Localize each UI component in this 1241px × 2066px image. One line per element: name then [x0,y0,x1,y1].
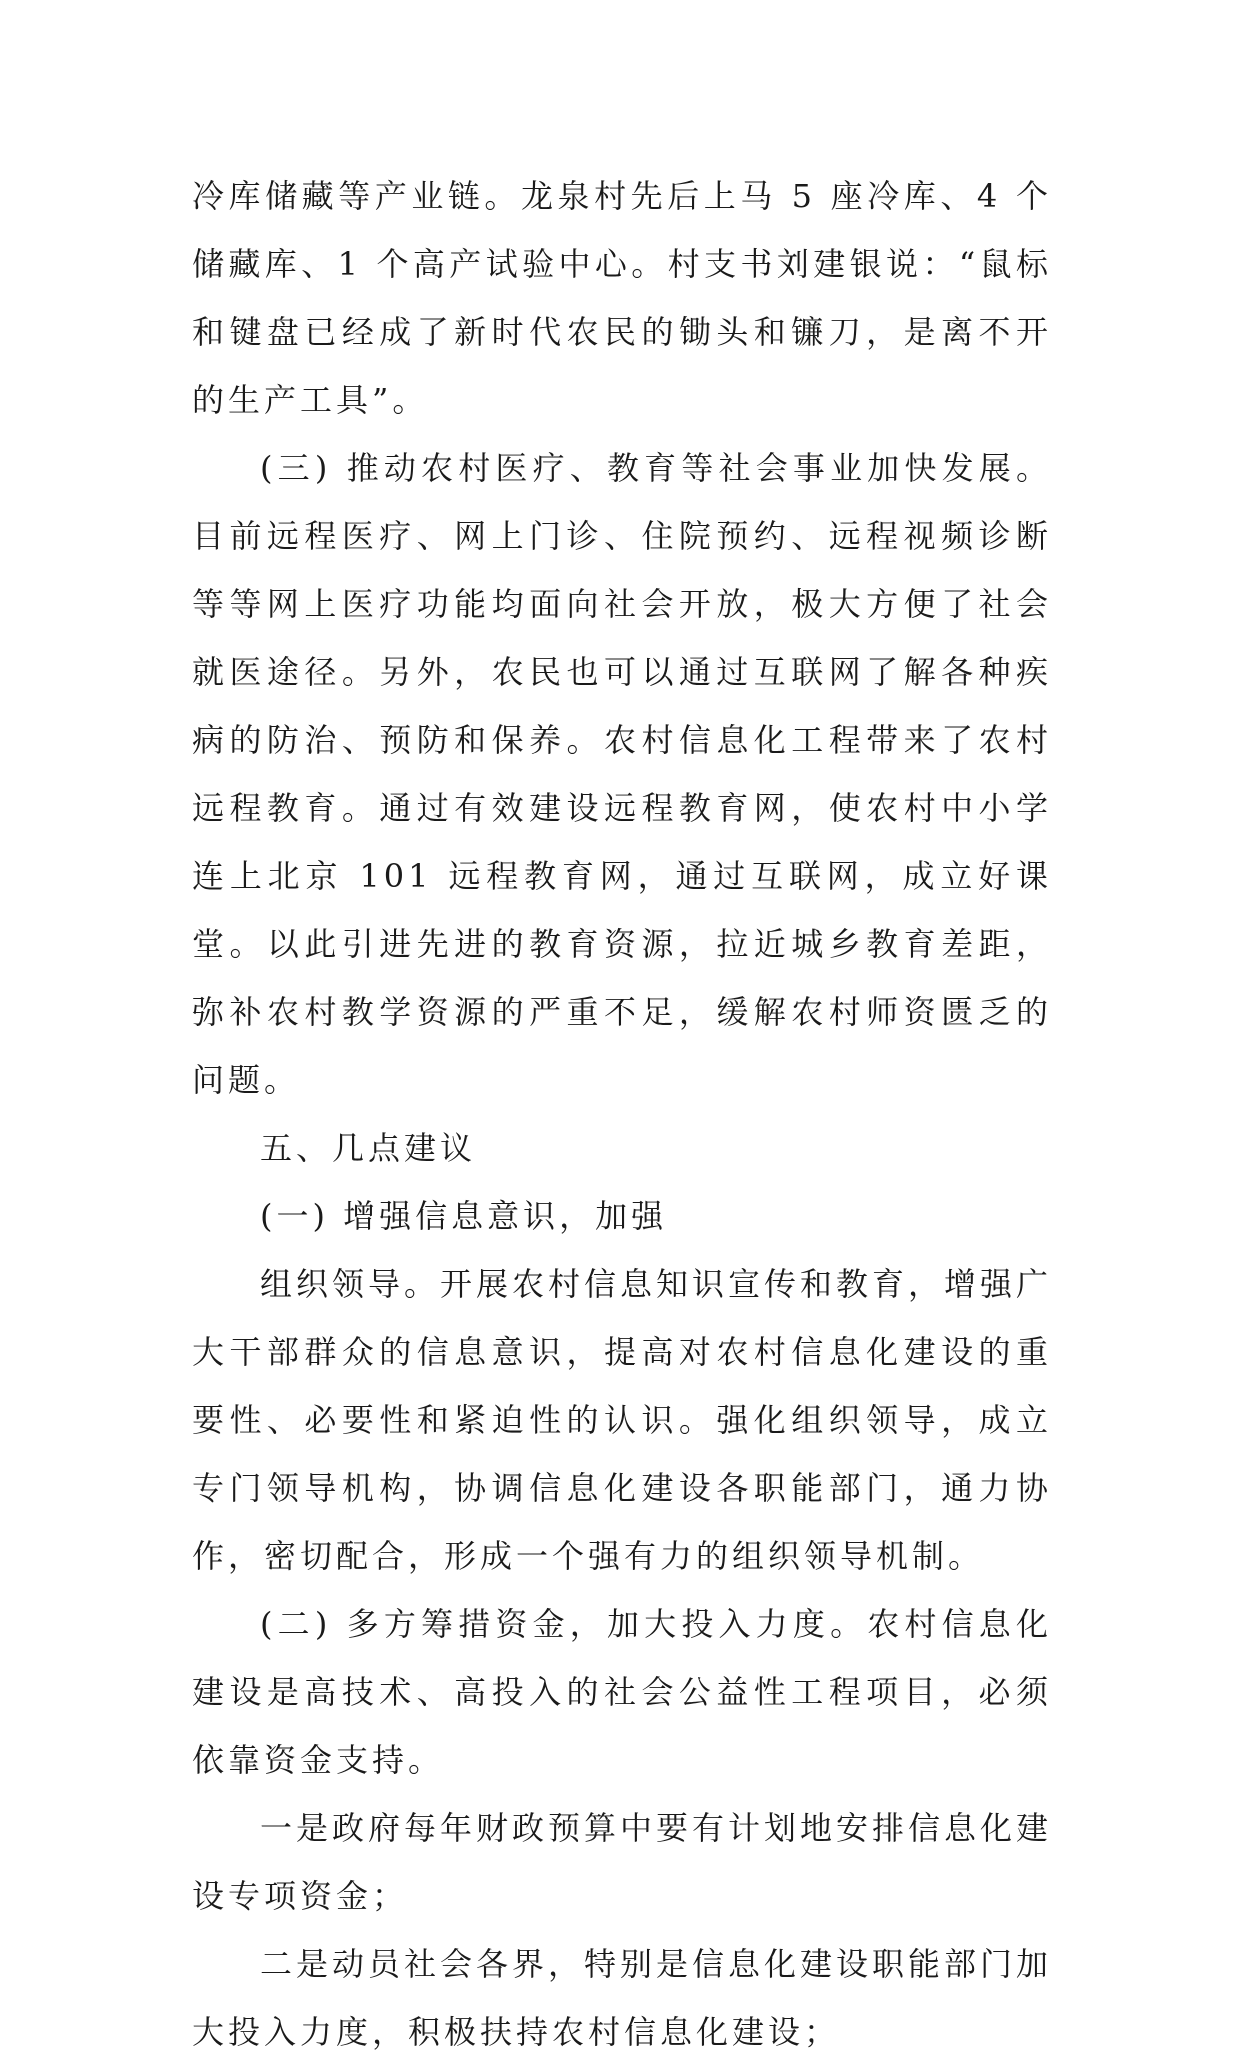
paragraph-section-3: (三) 推动农村医疗、教育等社会事业加快发展。目前远程医疗、网上门诊、住院预约、远程视频诊断等等网上医疗功能均面向社会开放，极大方便了社会就医途径。另外，农民也可以通过互联网了解各种疾病的防治、预防和保养。农村信息化工程带来了农村远程教育。通过有效建设远程教育网，使农村中小学连上北京 101 远程教育网，通过互联网，成立好课堂。以此引进先进的教育资源，拉近城乡教育差距，弥补农村教学资源的严重不足，缓解农村师资匮乏的问题。 [192,449,1052,1099]
subheading-info-awareness: (一) 增强信息意识，加强 [260,1197,668,1235]
document-body [192,162,1052,2066]
paragraph-org-leadership: 组织领导。开展农村信息知识宣传和教育，增强广大干部群众的信息意识，提高对农村信息化建设的重要性、必要性和紧迫性的认识。强化组织领导，成立专门领导机构，协调信息化建设各职能部门，通力协作，密切配合，形成一个强有力的组织领导机制。 [192,1265,1053,1575]
paragraph-continuation: 冷库储藏等产业链。龙泉村先后上马 5 座冷库、4 个储藏库、1 个高产试验中心。村支书刘建银说：“鼠标和键盘已经成了新时代农民的锄头和镰刀，是离不开的生产工具”。 [192,177,1052,419]
paragraph-point-1: 一是政府每年财政预算中要有计划地安排信息化建设专项资金； [192,1809,1053,1915]
paragraph-section-2: (二) 多方筹措资金，加大投入力度。农村信息化建设是高技术、高投入的社会公益性工程项目，必须依靠资金支持。 [192,1605,1052,1779]
section-heading-suggestions: 五、几点建议 [260,1129,477,1167]
paragraph-point-2: 二是动员社会各界，特别是信息化建设职能部门加大投入力度，积极扶持农村信息化建设； [192,1945,1053,2051]
